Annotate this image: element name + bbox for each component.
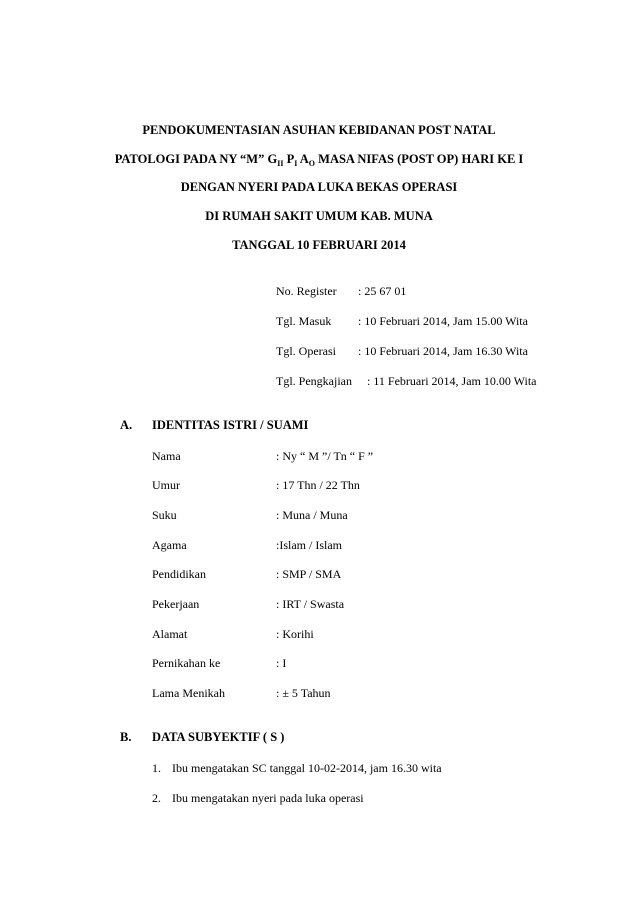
field-value: :Islam / Islam — [276, 538, 342, 552]
title-line-2-mid2: A — [297, 152, 309, 166]
registration-label: Tgl. Operasi — [276, 344, 336, 358]
abortus-subscript: O — [308, 159, 316, 168]
field-label: Nama — [152, 449, 181, 463]
field-label: Pendidikan — [152, 567, 206, 581]
registration-value: : 10 Februari 2014, Jam 15.00 Wita — [358, 314, 528, 328]
list-item — [152, 791, 364, 806]
identity-row-lama-menikah — [152, 686, 331, 701]
section-a-heading — [120, 418, 308, 433]
title-line-2 — [0, 152, 638, 167]
field-value: : Ny “ M ”/ Tn “ F ” — [276, 449, 374, 463]
field-value: : 17 Thn / 22 Thn — [276, 478, 360, 492]
identity-row-pekerjaan — [152, 597, 344, 612]
list-item — [152, 761, 442, 776]
field-label: Suku — [152, 508, 177, 522]
section-b-title: DATA SUBYEKTIF ( S ) — [152, 730, 285, 744]
registration-row — [276, 284, 406, 299]
field-label: Pernikahan ke — [152, 656, 221, 670]
list-item-text: Ibu mengatakan SC tanggal 10-02-2014, jam 16.30 wita — [172, 761, 442, 775]
identity-row-agama — [152, 538, 342, 553]
identity-row-pernikahan — [152, 656, 286, 671]
field-value: : IRT / Swasta — [276, 597, 345, 611]
gravida-subscript: II — [277, 159, 284, 168]
title-line-2-post: MASA NIFAS (POST OP) HARI KE I — [315, 152, 524, 166]
title-line-1: PENDOKUMENTASIAN ASUHAN KEBIDANAN POST NATAL — [142, 123, 496, 137]
identity-row-suku — [152, 508, 348, 523]
section-b-heading — [120, 730, 284, 745]
list-item-number: 1. — [152, 761, 161, 775]
section-b-letter: B. — [120, 730, 132, 744]
para-subscript: I — [294, 159, 298, 168]
field-value: : Muna / Muna — [276, 508, 348, 522]
identity-row-alamat — [152, 627, 314, 642]
field-value: : ± 5 Tahun — [276, 686, 331, 700]
registration-label: Tgl. Masuk — [276, 314, 332, 328]
identity-row-nama — [152, 449, 373, 464]
registration-value: : 11 Februari 2014, Jam 10.00 Wita — [367, 374, 537, 388]
registration-value: : 25 67 01 — [358, 284, 407, 298]
field-value: : I — [276, 656, 287, 670]
registration-value: : 10 Februari 2014, Jam 16.30 Wita — [358, 344, 528, 358]
title-line-2-mid1: P — [283, 152, 295, 166]
identity-row-pendidikan — [152, 567, 341, 582]
registration-row — [276, 344, 528, 359]
registration-row — [276, 314, 528, 329]
registration-label: No. Register — [276, 284, 337, 298]
title-line-3: DENGAN NYERI PADA LUKA BEKAS OPERASI — [180, 180, 458, 194]
title-line-4: DI RUMAH SAKIT UMUM KAB. MUNA — [205, 209, 433, 223]
title-line-2-pre: PATOLOGI PADA NY “M” G — [114, 152, 278, 166]
section-a-title: IDENTITAS ISTRI / SUAMI — [152, 418, 309, 432]
list-item-text: Ibu mengatakan nyeri pada luka operasi — [172, 791, 364, 805]
field-label: Umur — [152, 478, 180, 492]
title-line-5: TANGGAL 10 FEBRUARI 2014 — [232, 238, 406, 252]
field-label: Alamat — [152, 627, 188, 641]
list-item-number: 2. — [152, 791, 161, 805]
registration-label: Tgl. Pengkajian — [276, 374, 352, 388]
field-value: : Korihi — [276, 627, 314, 641]
registration-row — [276, 374, 537, 389]
field-label: Lama Menikah — [152, 686, 225, 700]
identity-row-umur — [152, 478, 360, 493]
field-label: Agama — [152, 538, 187, 552]
section-a-letter: A. — [120, 418, 133, 432]
field-label: Pekerjaan — [152, 597, 200, 611]
field-value: : SMP / SMA — [276, 567, 342, 581]
